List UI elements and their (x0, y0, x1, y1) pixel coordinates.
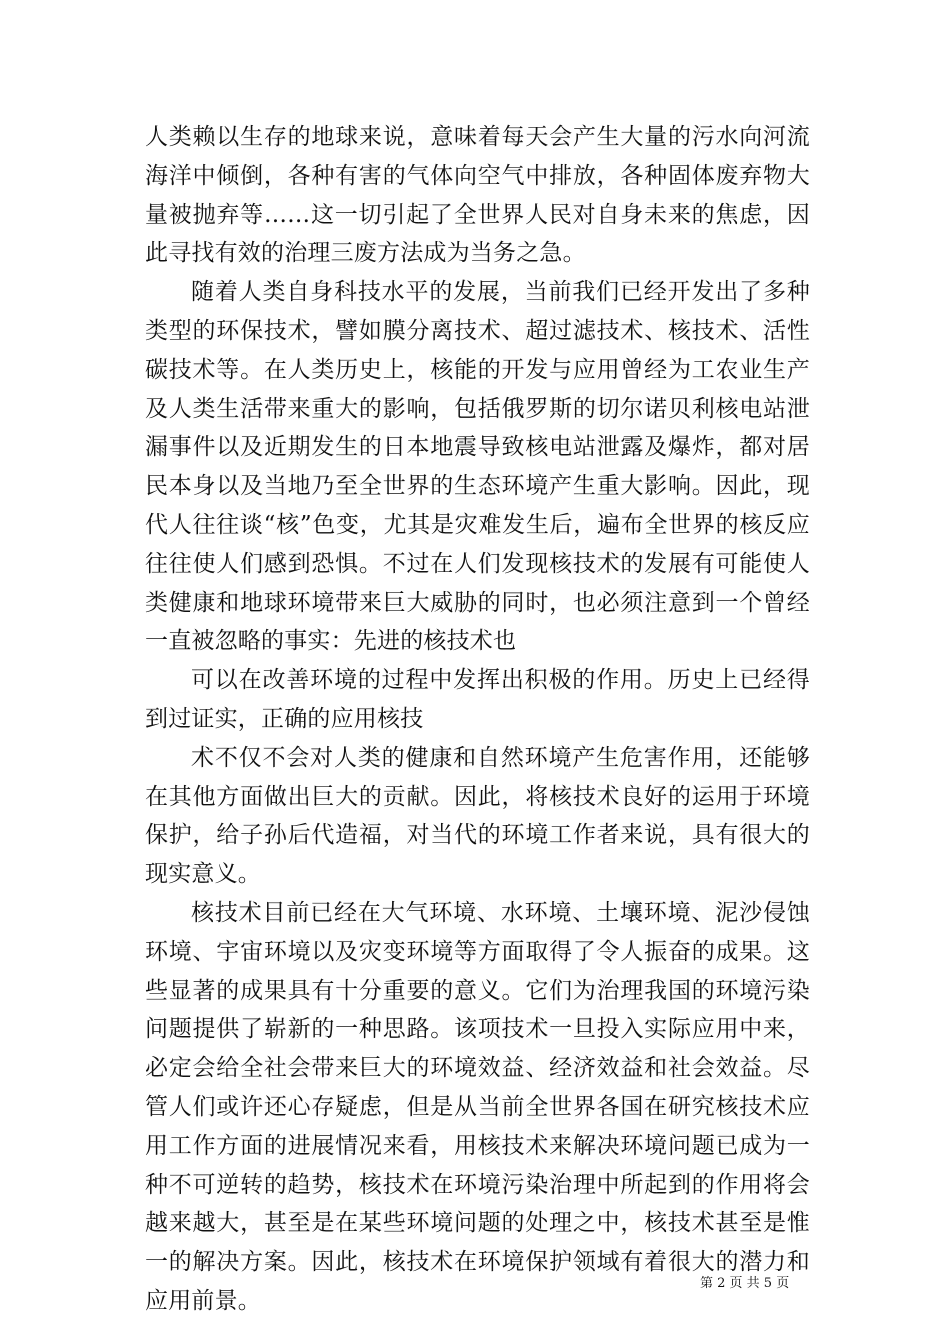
paragraph-1: 人类赖以生存的地球来说，意味着每天会产生大量的污水向河流海洋中倾倒，各种有害的气体向空气中排放，各种固体废弃物大量被抛弃等……这一切引起了全世界人民对自身未来的焦虑，因此寻找有效的治理三废方法成为当务之急。 (145, 124, 810, 267)
document-body (145, 118, 810, 1321)
page-number-footer: 第 2 页 共 5 页 (700, 1276, 790, 1291)
paragraph-5: 核技术目前已经在大气环境、水环境、土壤环境、泥沙侵蚀环境、宇宙环境以及灾变环境等方面取得了令人振奋的成果。这些显著的成果具有十分重要的意义。它们为治理我国的环境污染问题提供了崭新的一种思路。该项技术一旦投入实际应用中来，必定会给全社会带来巨大的环境效益、经济效益和社会效益。尽管人们或许还心存疑虑，但是从当前全世界各国在研究核技术应用工作方面的进展情况来看，用核技术来解决环境问题已成为一种不可逆转的趋势，核技术在环境污染治理中所起到的作用将会越来越大，甚至是在某些环境问题的处理之中，核技术甚至是惟一的解决方案。因此，核技术在环境保护领域有着很大的潜力和应用前景。 (145, 899, 810, 1314)
paragraph-3: 可以在改善环境的过程中发挥出积极的作用。历史上已经得到过证实，正确的应用核技 (145, 667, 810, 732)
paragraph-4: 术不仅不会对人类的健康和自然环境产生危害作用，还能够在其他方面做出巨大的贡献。因此，将核技术良好的运用于环境保护，给子孙后代造福，对当代的环境工作者来说，具有很大的现实意义。 (145, 744, 810, 888)
paragraph-2: 随着人类自身科技水平的发展，当前我们已经开发出了多种类型的环保技术，譬如膜分离技术、超过滤技术、核技术、活性碳技术等。在人类历史上，核能的开发与应用曾经为工农业生产及人类生活带来重大的影响，包括俄罗斯的切尔诺贝利核电站泄漏事件以及近期发生的日本地震导致核电站泄露及爆炸，都对居民本身以及当地乃至全世界的生态环境产生重大影响。因此，现代人往往谈“核”色变，尤其是灾难发生后，遍布全世界的核反应往往使人们感到恐惧。不过在人们发现核技术的发展有可能使人类健康和地球环境带来巨大威胁的同时，也必须注意到一个曾经一直被忽略的事实：先进的核技术也 (145, 279, 810, 655)
